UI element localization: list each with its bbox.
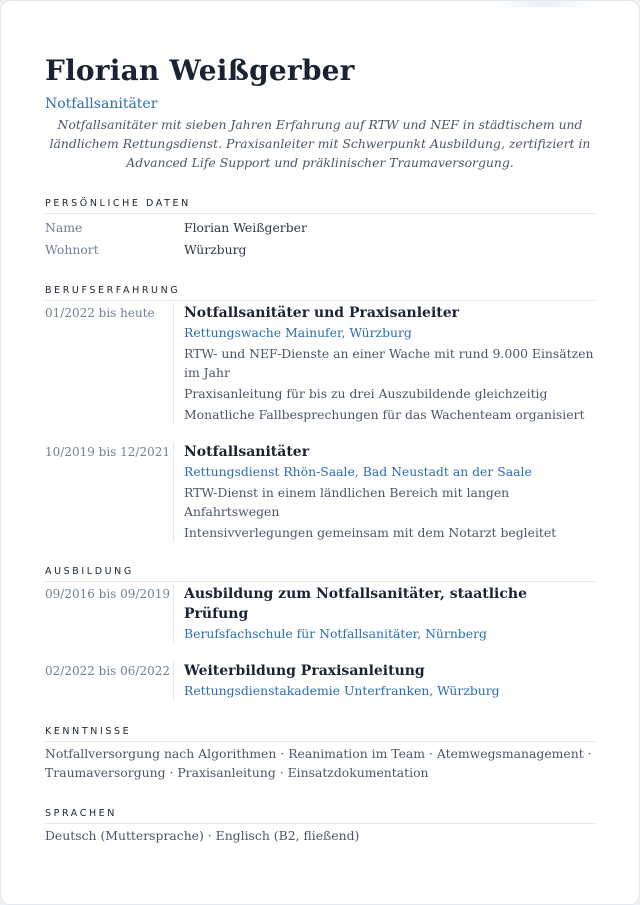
entry-date: 09/2016 bis 09/2019 (45, 587, 171, 601)
section-experience (45, 285, 595, 542)
languages-list: Deutsch (Muttersprache) · Englisch (B2, fließend) (45, 828, 360, 843)
section-title-experience: BERUFSERFAHRUNG (45, 285, 595, 301)
entry-organization: Berufsfachschule für Notfallsanitäter, Nürnberg (184, 626, 487, 641)
profile-summary: Notfallsanitäter mit sieben Jahren Erfahrung auf RTW und NEF in städtischem und ländlichem Rettungsdienst. Praxisanleiter mit Schwerpunkt Ausbildung, zertifiziert in Advanced Life Support und präklinischer Traumaversorgung. (49, 117, 591, 170)
section-title-languages: SPRACHEN (45, 808, 595, 824)
personal-value: Würzburg (184, 242, 247, 257)
entry-organization: Rettungsdienstakademie Unterfranken, Würzburg (184, 683, 500, 698)
entry-title: Ausbildung zum Notfallsanitäter, staatliche Prüfung (184, 586, 527, 622)
skills-list: Notfallversorgung nach Algorithmen · Reanimation im Team · Atemwegsmanagement · Traumaversorgung · Praxisanleitung · Einsatzdokumentation (45, 746, 592, 780)
entry-organization: Rettungswache Mainufer, Würzburg (184, 325, 412, 340)
entry-date: 02/2022 bis 06/2022 (45, 664, 171, 678)
personal-key: Wohnort (45, 242, 99, 257)
candidate-role: Notfallsanitäter (45, 96, 158, 112)
entry-bullet: RTW-Dienst in einem ländlichen Bereich mit langen Anfahrtswegen (184, 485, 510, 519)
entry-body (173, 661, 595, 700)
experience-entry (45, 442, 595, 542)
entry-bullet: Intensivverlegungen gemeinsam mit dem Notarzt begleitet (184, 525, 557, 540)
resume-header (45, 53, 595, 172)
top-decoration (489, 1, 599, 7)
section-title-skills: KENNTNISSE (45, 726, 595, 742)
personal-value: Florian Weißgerber (184, 220, 307, 235)
entry-bullet: Monatliche Fallbesprechungen für das Wachenteam organisiert (184, 407, 585, 422)
entry-body (173, 442, 595, 542)
entry-organization: Rettungsdienst Rhön-Saale, Bad Neustadt an der Saale (184, 464, 532, 479)
entry-bullet: RTW- und NEF-Dienste an einer Wache mit rund 9.000 Einsätzen im Jahr (184, 346, 594, 380)
candidate-name: Florian Weißgerber (45, 54, 355, 87)
entry-title: Weiterbildung Praxisanleitung (184, 663, 425, 679)
section-title-education: AUSBILDUNG (45, 566, 595, 582)
entry-bullet: Praxisanleitung für bis zu drei Auszubildende gleichzeitig (184, 386, 548, 401)
section-title-personal: PERSÖNLICHE DATEN (45, 198, 595, 214)
entry-date: 01/2022 bis heute (45, 306, 155, 320)
entry-title: Notfallsanitäter und Praxisanleiter (184, 305, 460, 321)
education-entry (45, 584, 595, 643)
entry-title: Notfallsanitäter (184, 444, 310, 460)
experience-entry (45, 303, 595, 424)
section-languages (45, 808, 595, 845)
personal-row-name (45, 217, 595, 239)
entry-date: 10/2019 bis 12/2021 (45, 445, 171, 459)
education-entry (45, 661, 595, 700)
personal-key: Name (45, 220, 83, 235)
entry-body (173, 303, 595, 424)
personal-row-residence (45, 239, 595, 261)
section-skills (45, 726, 595, 782)
entry-body (173, 584, 595, 643)
section-education (45, 566, 595, 700)
section-personal-data (45, 198, 595, 261)
